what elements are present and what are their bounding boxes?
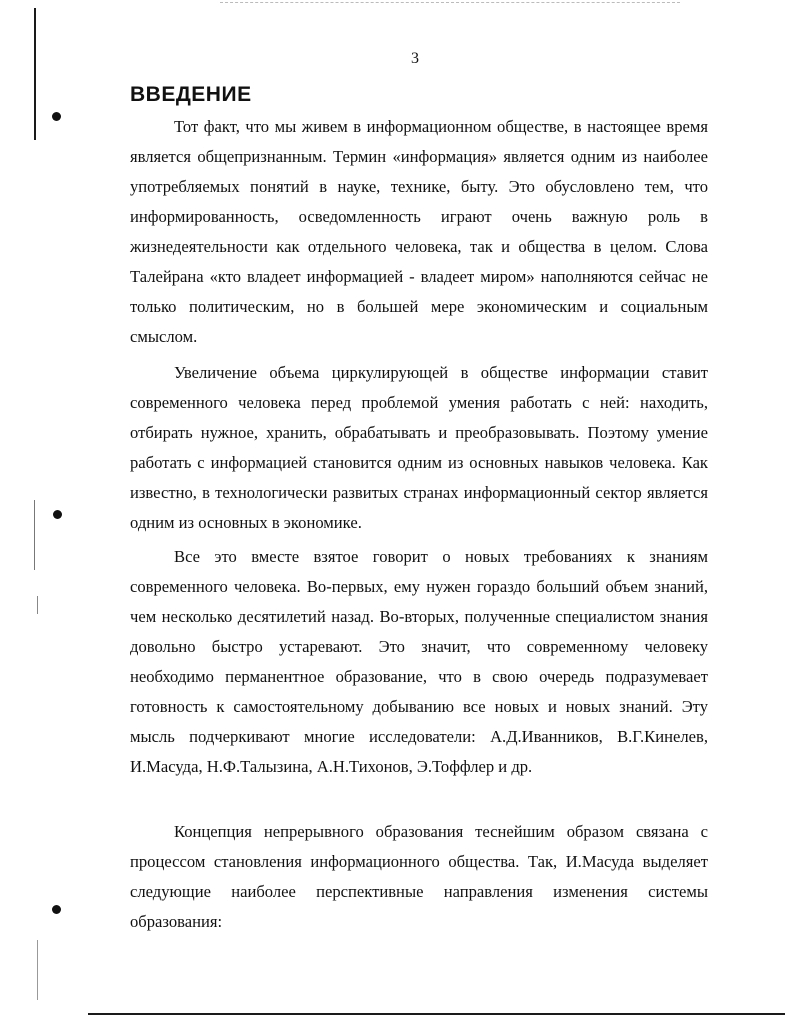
paragraph: Тот факт, что мы живем в информационном обществе, в настоящее время является общепризнанным. Термин «информация» является одним из наиболее употребляемых понятий в науке, технике, быту. Это обусловлено тем, что информированность, осведомленность играют очень важную роль в жизнедеятельности как отдельного человека, так и общества в целом. Слова Талейрана «кто владеет информацией - владеет миром» наполняются сейчас не только политическим, но в большей мере экономическим и социальным смыслом.	[130, 117, 708, 346]
scan-bottom-edge	[88, 1013, 785, 1015]
binding-hole	[52, 112, 61, 121]
scan-left-edge-tick	[37, 596, 38, 614]
scan-left-edge-bar	[34, 8, 36, 140]
paragraph: Концепция непрерывного образования теснейшим образом связана с процессом становления информационного общества. Так, И.Масуда выделяет следующие наиболее перспективные направления изменения системы образования:	[130, 822, 708, 931]
scan-left-edge-tick	[37, 940, 38, 1000]
scan-left-edge-tick	[34, 500, 35, 570]
binding-hole	[53, 510, 62, 519]
paragraph: Увеличение объема циркулирующей в обществе информации ставит современного человека перед проблемой умения работать с ней: находить, отбирать нужное, хранить, обрабатывать и преобразовывать. Поэтому умение работать с информацией становится одним из основных навыков человека. Как известно, в технологически развитых странах информационный сектор является одним из основных в экономике.	[130, 363, 708, 532]
section-heading: ВВЕДЕНИЕ	[130, 83, 252, 106]
page-number: 3	[411, 50, 419, 67]
paragraph: Все это вместе взятое говорит о новых требованиях к знаниям современного человека. Во-первых, ему нужен гораздо больший объем знаний, чем несколько десятилетий назад. Во-вторых, полученные специалистом знания довольно быстро устаревают. Это значит, что современному человеку необходимо перманентное образование, что в свою очередь подразумевает готовность к самостоятельному добыванию все новых и новых знаний. Эту мысль подчеркивают многие исследователи: А.Д.Иванников, В.Г.Кинелев, И.Масуда, Н.Ф.Талызина, А.Н.Тихонов, Э.Тоффлер и др.	[130, 547, 708, 776]
scan-top-artifact	[220, 2, 680, 4]
binding-hole	[52, 905, 61, 914]
